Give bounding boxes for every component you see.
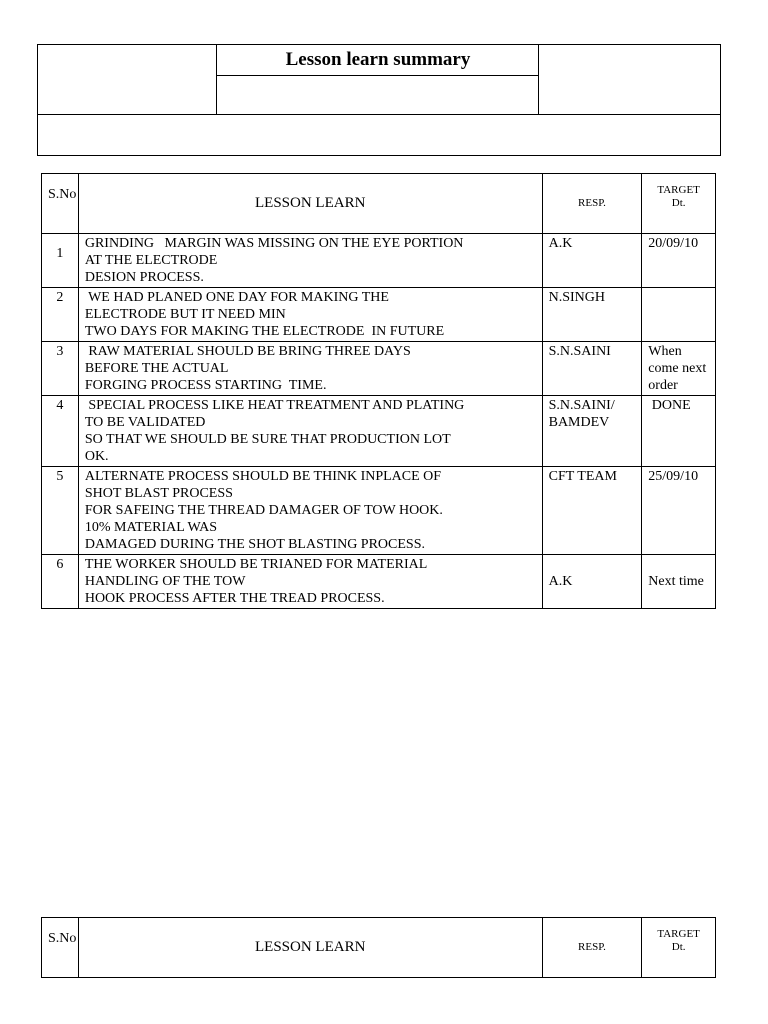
row-target-date: When come next order	[642, 342, 716, 396]
row-lesson	[78, 555, 542, 609]
lesson-line: 10% MATERIAL WAS	[84, 520, 218, 535]
header-resp: RESP.	[542, 174, 642, 234]
lesson-line: AT THE ELECTRODE	[84, 253, 218, 268]
row-sno: 6	[42, 555, 79, 609]
table-row	[42, 555, 716, 609]
row-lesson	[78, 396, 542, 467]
lesson-table-continued	[41, 917, 716, 978]
row-target-date	[642, 288, 716, 342]
row-lesson	[78, 234, 542, 288]
lesson-line: FOR SAFEING THE THREAD DAMAGER OF TOW HOOK.	[84, 503, 443, 518]
row-sno: 1	[42, 234, 79, 288]
row-target-date: 20/09/10	[642, 234, 716, 288]
row-target-date: 25/09/10	[642, 467, 716, 555]
row-resp: S.N.SAINI/ BAMDEV	[542, 396, 642, 467]
header-resp: RESP.	[542, 918, 642, 978]
header-sno: S.No	[42, 918, 79, 978]
table-row	[42, 342, 716, 396]
header-target-date	[642, 918, 716, 978]
lesson-line: HOOK PROCESS AFTER THE TREAD PROCESS.	[84, 591, 385, 606]
header-sno: S.No	[42, 174, 79, 234]
table-header-row	[42, 174, 716, 234]
header-target-dt: Dt.	[671, 197, 686, 209]
header-target-label: TARGET	[657, 184, 700, 196]
lesson-line: OK.	[84, 449, 109, 464]
lesson-line: RAW MATERIAL SHOULD BE BRING THREE DAYS	[84, 344, 411, 359]
header-target-dt: Dt.	[671, 941, 686, 953]
row-sno: 5	[42, 467, 79, 555]
table-row	[42, 234, 716, 288]
header-target-date	[642, 174, 716, 234]
table-row	[42, 288, 716, 342]
lesson-line: GRINDING MARGIN WAS MISSING ON THE EYE PORTION	[84, 236, 464, 251]
header-lesson-learn: LESSON LEARN	[78, 174, 542, 234]
row-target-date: DONE	[642, 396, 716, 467]
row-sno: 2	[42, 288, 79, 342]
row-resp: A.K	[542, 555, 642, 609]
row-resp: S.N.SAINI	[542, 342, 642, 396]
lesson-line: WE HAD PLANED ONE DAY FOR MAKING THE	[84, 290, 389, 305]
row-target-date: Next time	[642, 555, 716, 609]
header-left-cell	[38, 45, 217, 114]
header-target-label: TARGET	[657, 928, 700, 940]
lesson-line: HANDLING OF THE TOW	[84, 574, 246, 589]
lesson-line: FORGING PROCESS STARTING TIME.	[84, 378, 327, 393]
row-resp: A.K	[542, 234, 642, 288]
table-header-row	[42, 918, 716, 978]
lesson-line: TWO DAYS FOR MAKING THE ELECTRODE IN FUTURE	[84, 324, 445, 339]
row-resp: N.SINGH	[542, 288, 642, 342]
lesson-table	[41, 173, 716, 609]
lesson-line: BEFORE THE ACTUAL	[84, 361, 229, 376]
row-sno: 3	[42, 342, 79, 396]
lesson-line: SHOT BLAST PROCESS	[84, 486, 233, 501]
header-lesson-learn: LESSON LEARN	[78, 918, 542, 978]
lesson-line: SPECIAL PROCESS LIKE HEAT TREATMENT AND PLATING	[84, 398, 465, 413]
row-resp: CFT TEAM	[542, 467, 642, 555]
row-sno: 4	[42, 396, 79, 467]
document-header-box	[37, 44, 721, 156]
table-row	[42, 396, 716, 467]
lesson-line: THE WORKER SHOULD BE TRIANED FOR MATERIAL	[84, 557, 428, 572]
header-subtitle-cell	[217, 76, 539, 114]
lesson-line: ELECTRODE BUT IT NEED MIN	[84, 307, 286, 322]
row-lesson	[78, 288, 542, 342]
lesson-line: TO BE VALIDATED	[84, 415, 206, 430]
header-right-cell	[538, 45, 722, 114]
lesson-line: SO THAT WE SHOULD BE SURE THAT PRODUCTION LOT	[84, 432, 451, 447]
lesson-line: DAMAGED DURING THE SHOT BLASTING PROCESS.	[84, 537, 426, 552]
table-row	[42, 467, 716, 555]
lesson-line: DESION PROCESS.	[84, 270, 204, 285]
row-lesson	[78, 342, 542, 396]
row-lesson	[78, 467, 542, 555]
lesson-line: ALTERNATE PROCESS SHOULD BE THINK INPLACE OF	[84, 469, 442, 484]
page-title: Lesson learn summary	[217, 45, 539, 76]
